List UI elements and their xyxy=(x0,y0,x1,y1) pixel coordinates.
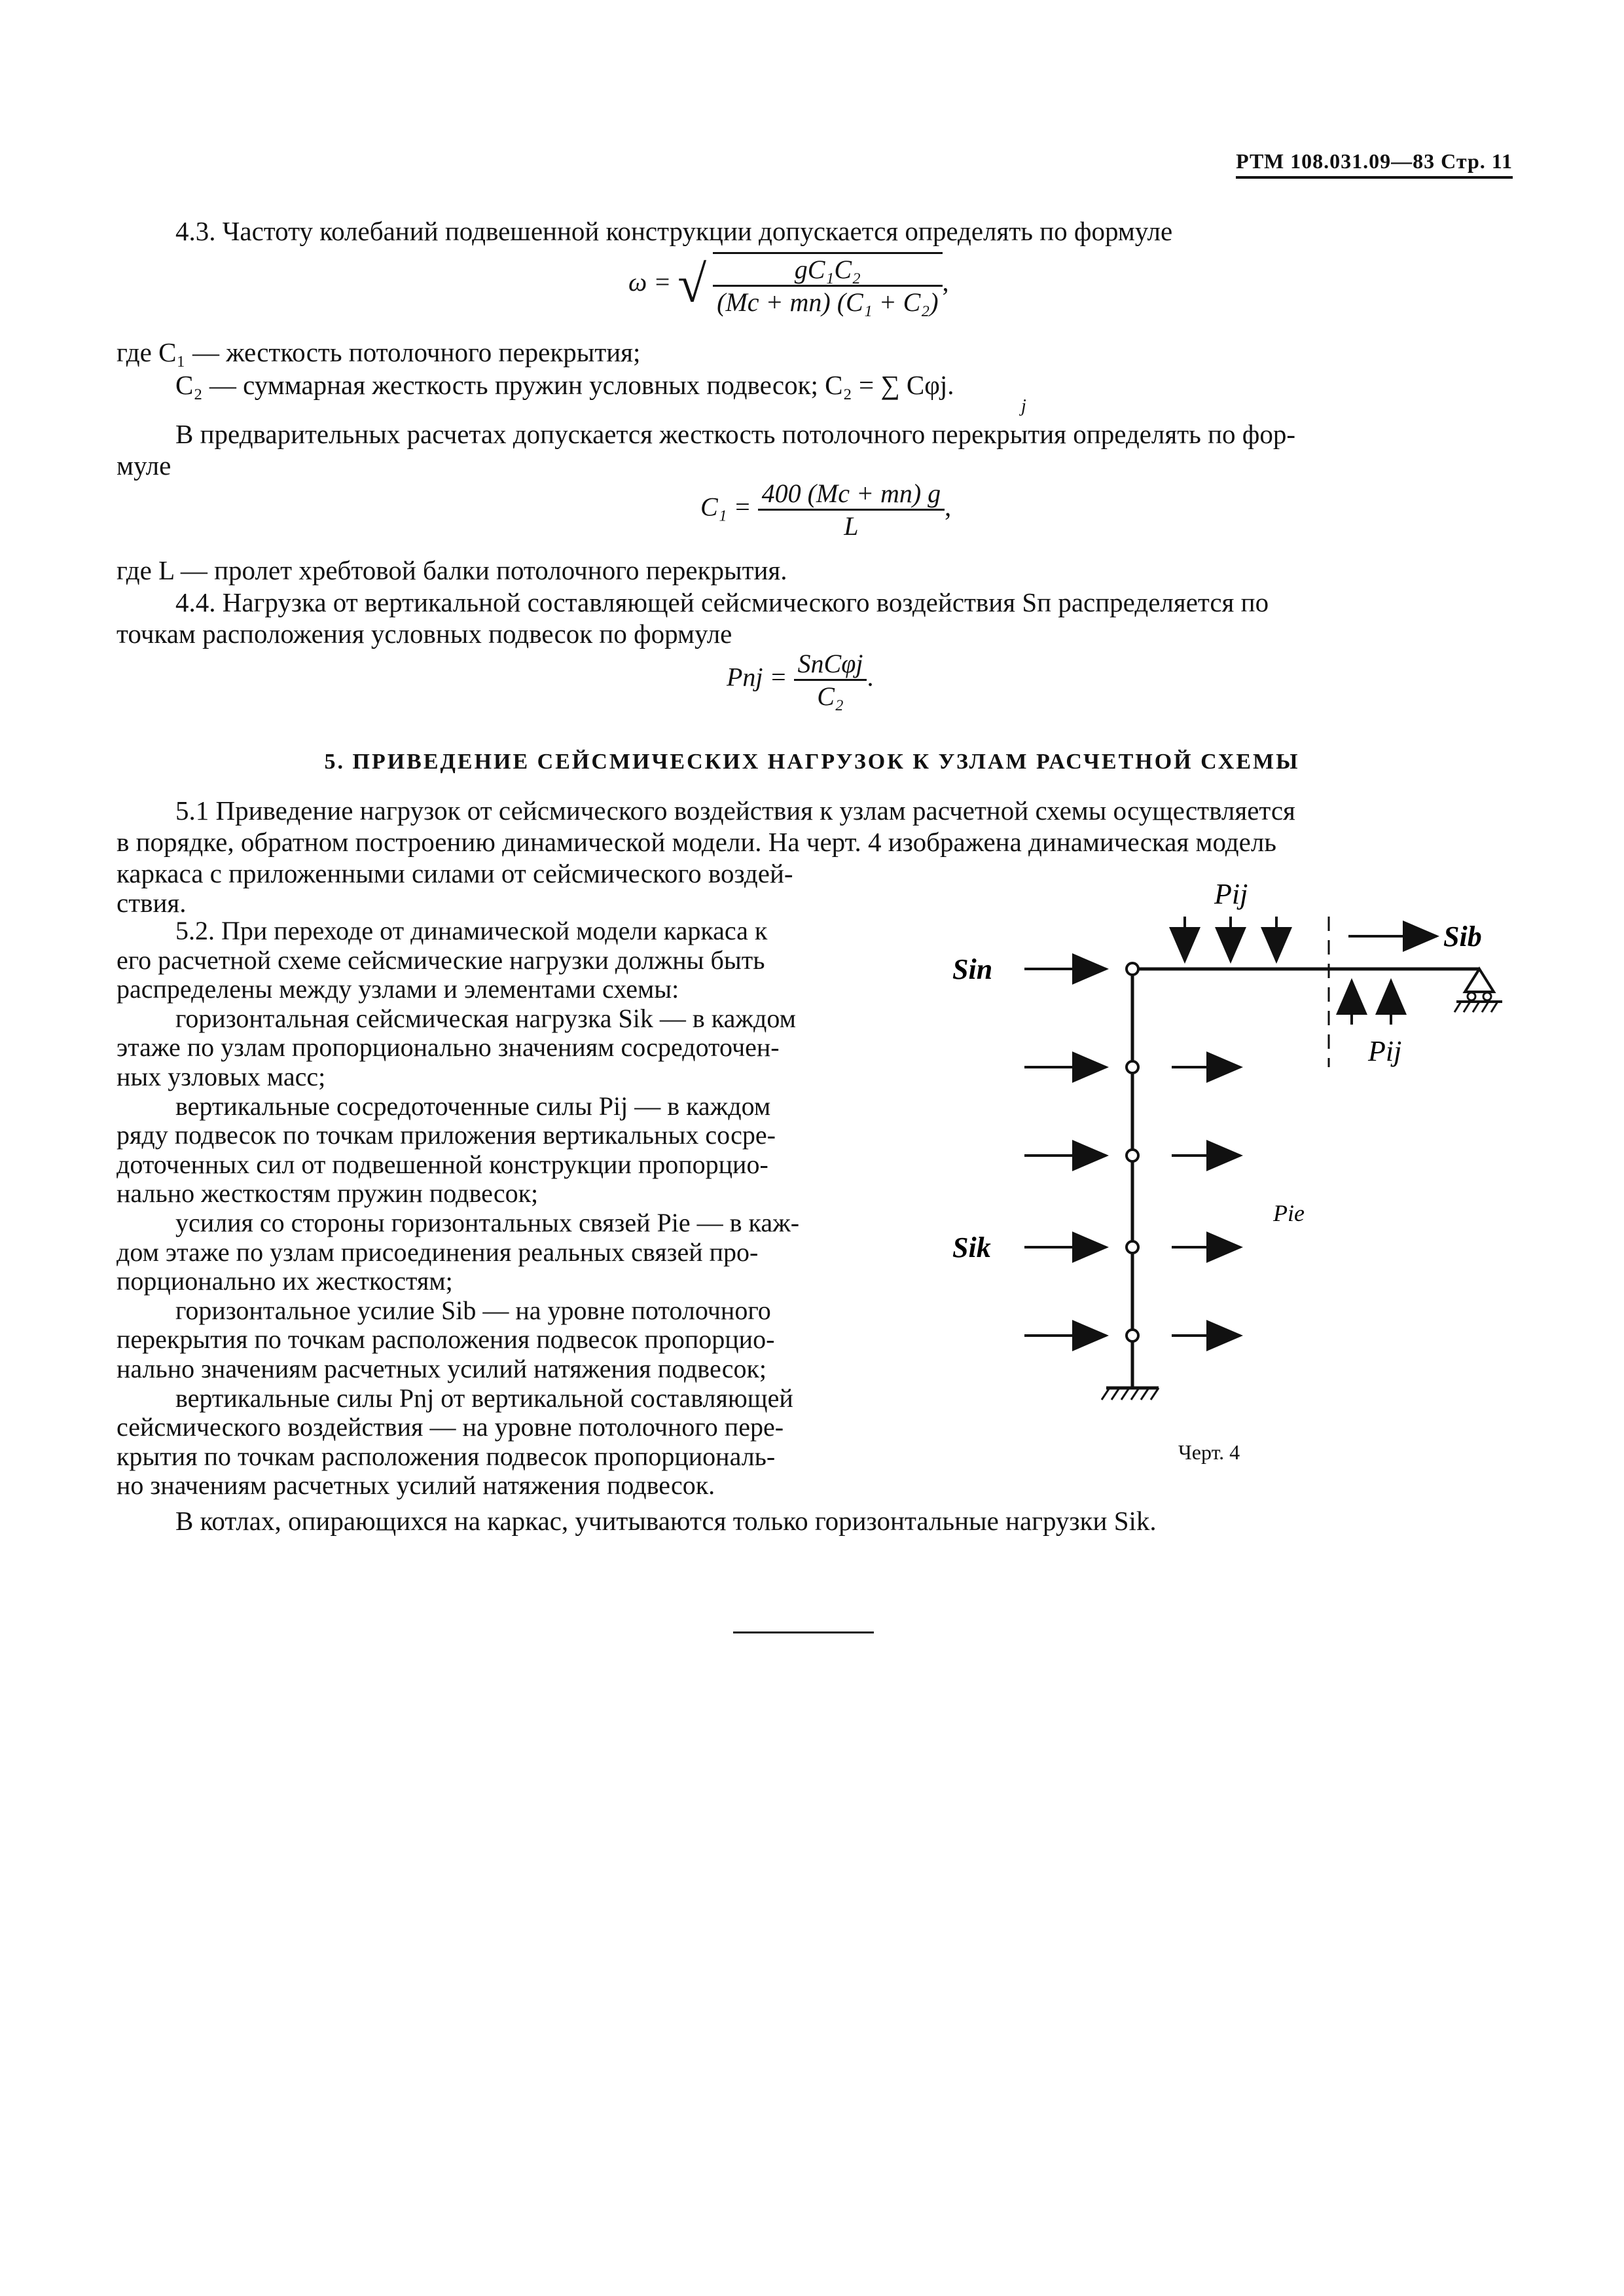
fixed-support-hatch xyxy=(1102,1388,1159,1400)
section-4-3-intro: 4.3. Частоту колебаний подвешенной конструкции допускается определять по формуле xyxy=(175,216,1173,246)
p52-line: крытия по точкам расположения подвесок пропорциональ- xyxy=(117,1441,776,1471)
formula-pnj: Pпj = $\frac{\text{SпCφj}}{\text{C₂}}$ . xyxy=(727,649,874,711)
end-rule xyxy=(733,1631,874,1633)
p51-line-4: ствия. xyxy=(117,888,187,918)
pin-support xyxy=(1465,969,1494,992)
p52-block xyxy=(117,917,922,1501)
sqrt-icon: √ xyxy=(677,255,707,314)
node xyxy=(1127,1150,1138,1161)
p52-line: дом этаже по узлам присоединения реальных связей про- xyxy=(117,1237,759,1267)
p52-line: ряду подвесок по точкам приложения вертикальных сосре- xyxy=(117,1120,776,1150)
formula-c1-fraction xyxy=(758,478,945,541)
p52-line: горизонтальная сейсмическая нагрузка Sik — в каждом xyxy=(175,1003,796,1033)
formula-pnj-lhs: Pпj = xyxy=(727,662,787,692)
formula-pnj-numerator: SпCφj xyxy=(794,648,867,681)
formula-omega-fraction xyxy=(713,252,942,318)
prelim-line-2: муле xyxy=(117,450,171,481)
formula-omega-lhs: ω = xyxy=(628,267,672,297)
p52-line: перекрытия по точкам расположения подвесок пропорцио- xyxy=(117,1324,775,1355)
section-4-4-line-1: 4.4. Нагрузка от вертикальной составляющей сейсмического воздействия Sп распределяется по xyxy=(175,587,1269,617)
p52-line: ных узловых масс; xyxy=(117,1061,326,1091)
formula-c1-lhs: C₁ = xyxy=(700,492,751,522)
prelim-line-1: В предварительных расчетах допускается жесткость потолочного перекрытия определять по фор- xyxy=(175,419,1296,449)
pin-support-hatch xyxy=(1454,1002,1498,1012)
p51-line-3: каркаса с приложенными силами от сейсмического воздей- xyxy=(117,858,793,888)
p52-line: нально жесткостям пружин подвесок; xyxy=(117,1178,539,1209)
formula-omega: ω = √ $\frac{\text{gC₁C₂}}{\text{(Mс + mп) (C₁ + C₂)}}$ , xyxy=(628,252,949,318)
figure-caption: Черт. 4 xyxy=(1178,1440,1240,1464)
formula-pnj-denominator: C₂ xyxy=(817,682,844,711)
p52-line: 5.2. При переходе от динамической модели каркаса к xyxy=(175,916,768,945)
formula-c1: C₁ = $\frac{400 (Mс + mп) g}{L}$ , xyxy=(700,479,952,541)
label-pij-top: Pij xyxy=(1214,878,1248,910)
node xyxy=(1127,1061,1138,1073)
label-sik: Sik xyxy=(952,1231,991,1264)
p52-line: порционально их жесткостям; xyxy=(117,1266,453,1296)
formula-omega-denominator: (Mс + mп) (C₁ + C₂) xyxy=(717,287,939,317)
formula-c1-denominator: L xyxy=(844,511,859,541)
p52-line: вертикальные силы Pnj от вертикальной составляющей xyxy=(175,1383,793,1413)
page-header: РТМ 108.031.09—83 Стр. 11 xyxy=(1236,149,1513,179)
formula-c1-numerator: 400 (Mс + mп) g xyxy=(758,478,945,511)
p52-line: усилия со стороны горизонтальных связей Pie — в каж- xyxy=(175,1207,800,1237)
figure-4-diagram xyxy=(916,864,1571,1493)
section-5-title: 5. ПРИВЕДЕНИЕ СЕЙСМИЧЕСКИХ НАГРУЗОК К УЗЛАМ РАСЧЕТНОЙ СХЕМЫ xyxy=(324,750,1300,774)
label-sib: Sib xyxy=(1443,920,1482,953)
p52-line: этаже по узлам пропорционально значениям сосредоточен- xyxy=(117,1032,780,1063)
p52-line: доточенных сил от подвешенной конструкции пропорцио- xyxy=(117,1149,768,1179)
where-c2: C₂ — суммарная жесткость пружин условных подвесок; C₂ = ∑ Cφj. xyxy=(175,370,954,400)
p52-line: сейсмического воздействия — на уровне потолочного пере- xyxy=(117,1412,784,1442)
node xyxy=(1127,1241,1138,1253)
where-c1: где C₁ — жесткость потолочного перекрытия; xyxy=(117,337,641,367)
section-5-last: В котлах, опирающихся на каркас, учитываются только горизонтальные нагрузки Sik. xyxy=(175,1506,1157,1536)
formula-omega-numerator: gC₁C₂ xyxy=(713,254,942,287)
formula-pnj-fraction xyxy=(794,648,867,712)
p52-line: но значениям расчетных усилий натяжения подвесок. xyxy=(117,1470,715,1501)
sum-index: j xyxy=(1021,396,1026,416)
p52-line: горизонтальное усилие Sib — на уровне потолочного xyxy=(175,1295,771,1325)
node-top xyxy=(1127,963,1138,975)
label-pij-bottom: Pij xyxy=(1368,1035,1402,1067)
where-l: где L — пролет хребтовой балки потолочного перекрытия. xyxy=(117,555,787,585)
label-sin: Sin xyxy=(952,953,993,985)
p52-line: его расчетной схеме сейсмические нагрузки должны быть xyxy=(117,945,765,975)
label-pie: Pie xyxy=(1273,1200,1305,1226)
p52-line: вертикальные сосредоточенные силы Pij — в каждом xyxy=(175,1091,771,1121)
p52-line: нально значениям расчетных усилий натяжения подвесок; xyxy=(117,1353,767,1383)
p52-line: распределены между узлами и элементами схемы: xyxy=(117,974,679,1004)
p51-line-2: в порядке, обратном построению динамической модели. На черт. 4 изображена динамическая модель xyxy=(117,827,1276,857)
node xyxy=(1127,1330,1138,1341)
p51-line-1: 5.1 Приведение нагрузок от сейсмического воздействия к узлам расчетной схемы осуществляется xyxy=(175,795,1295,826)
section-4-4-line-2: точкам расположения условных подвесок по формуле xyxy=(117,619,732,649)
